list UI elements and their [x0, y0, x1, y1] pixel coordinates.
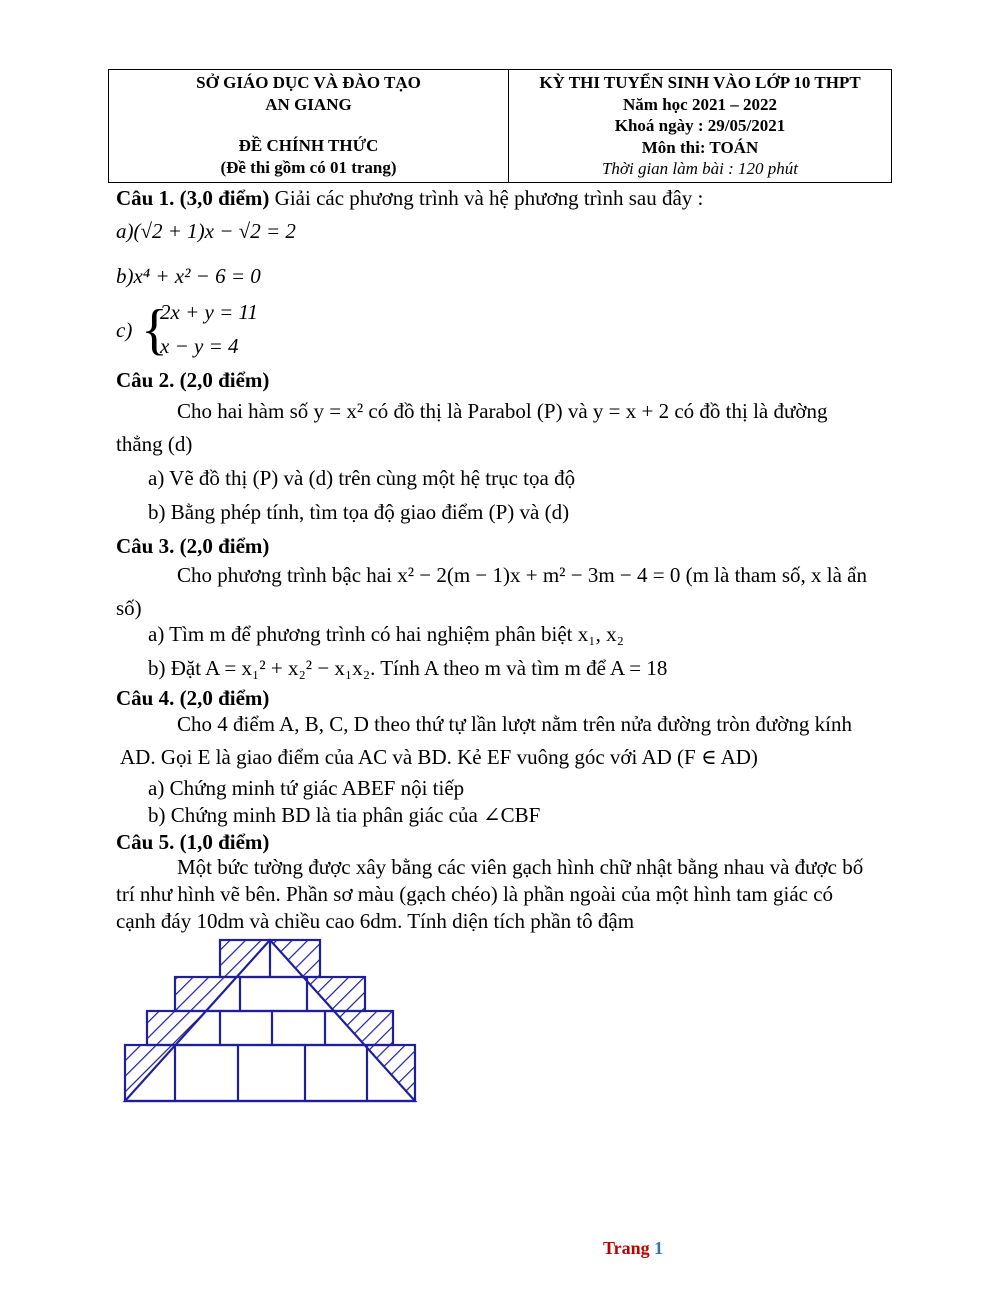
page-count-note: (Đề thi gồm có 01 trang) — [220, 157, 397, 177]
page-word: Trang — [603, 1238, 650, 1258]
q3-title: Câu 3. (2,0 điểm) — [116, 534, 270, 558]
q1-part-c-eq1: 2x + y = 11 — [160, 300, 258, 324]
q1-title: Câu 1. (3,0 điểm) — [116, 186, 270, 210]
q1-part-a: a)(√2 + 1)x − √2 = 2 — [116, 219, 296, 243]
q4-line2: AD. Gọi E là giao điểm của AC và BD. Kẻ EF vuông góc với AD (F ∈ AD) — [120, 745, 758, 769]
q1-text: Giải các phương trình và hệ phương trình sau đây : — [269, 186, 704, 210]
time-allowed: Thời gian làm bài : 120 phút — [601, 159, 799, 178]
q4-line1: Cho 4 điểm A, B, C, D theo thứ tự lần lượt nằm trên nửa đường tròn đường kính — [177, 712, 852, 736]
q1-heading — [116, 186, 703, 211]
q5-line3: cạnh đáy 10dm và chiều cao 6dm. Tính diện tích phần tô đậm — [116, 909, 635, 933]
official-label: ĐỀ CHÍNH THỨC — [238, 136, 379, 155]
hatched-area — [147, 1011, 393, 1045]
q2-title: Câu 2. (2,0 điểm) — [116, 368, 270, 392]
q3-part-b: b) Đặt A = x₁² + x₂² − x₁x₂. Tính A theo m và tìm m để A = 18 — [148, 656, 668, 680]
q3-part-a: a) Tìm m để phương trình có hai nghiệm phân biệt x₁, x₂ — [148, 622, 624, 646]
exam-title: KỲ THI TUYỂN SINH VÀO LỚP 10 THPT — [539, 73, 861, 92]
hatched-area — [175, 977, 365, 1011]
page-number: 1 — [654, 1238, 664, 1258]
q5-title: Câu 5. (1,0 điểm) — [116, 830, 270, 854]
q3-line2: số) — [116, 596, 142, 620]
header-right — [509, 70, 891, 182]
page-footer — [603, 1238, 663, 1259]
q4-title: Câu 4. (2,0 điểm) — [116, 686, 270, 710]
q1-part-c-label: c) — [116, 318, 133, 342]
exam-date: Khoá ngày : 29/05/2021 — [614, 116, 786, 135]
department-name: SỞ GIÁO DỤC VÀ ĐÀO TẠO — [196, 73, 421, 92]
province-name: AN GIANG — [265, 94, 352, 114]
system-brace: { — [141, 299, 168, 361]
q2-line1: Cho hai hàm số y = x² có đồ thị là Parabol (P) và y = x + 2 có đồ thị là đường — [177, 399, 828, 423]
q1-part-c-eq2: x − y = 4 — [160, 334, 239, 358]
q4-part-b: b) Chứng minh BD là tia phân giác của ∠CBF — [148, 803, 541, 827]
q4-part-a: a) Chứng minh tứ giác ABEF nội tiếp — [148, 776, 465, 800]
q2-line2: thẳng (d) — [116, 432, 193, 456]
q1-part-b: b)x⁴ + x² − 6 = 0 — [116, 264, 261, 288]
q3-line1: Cho phương trình bậc hai x² − 2(m − 1)x + m² − 3m − 4 = 0 (m là tham số, x là ẩn — [177, 563, 867, 587]
header-left — [109, 70, 509, 182]
header-table — [108, 69, 892, 183]
brick-wall-figure — [110, 935, 430, 1110]
school-year: Năm học 2021 – 2022 — [623, 94, 777, 114]
q2-part-a: a) Vẽ đồ thị (P) và (d) trên cùng một hệ trục tọa độ — [148, 466, 576, 490]
subject: Môn thi: TOÁN — [641, 137, 759, 157]
q5-line1: Một bức tường được xây bằng các viên gạch hình chữ nhật bằng nhau và được bố — [177, 855, 864, 879]
q5-line2: trí như hình vẽ bên. Phần sơ màu (gạch chéo) là phần ngoài của một hình tam giác có — [116, 882, 834, 906]
q2-part-b: b) Bằng phép tính, tìm tọa độ giao điểm (P) và (d) — [148, 500, 570, 524]
